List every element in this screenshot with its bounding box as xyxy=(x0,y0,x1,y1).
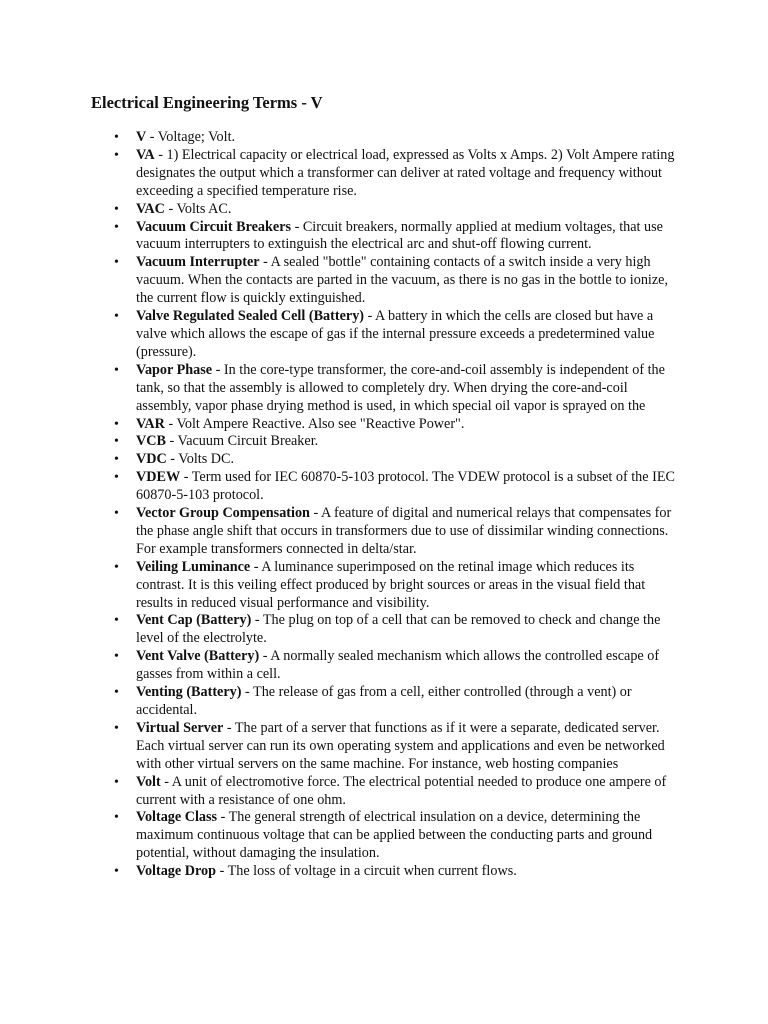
glossary-term: VAR xyxy=(136,415,165,432)
glossary-entry xyxy=(136,147,684,201)
glossary-term: Volt xyxy=(136,773,161,790)
glossary-entry xyxy=(136,612,684,648)
glossary-term: VDEW xyxy=(136,469,181,486)
glossary-definition: - A sealed "bottle" containing contacts of a switch inside a very high vacuum. When the contacts are parted in the vacuum, as there is no gas in the bottle to ionize, the current flow is quickly extinguished. xyxy=(136,254,668,307)
glossary-term: Venting (Battery) xyxy=(136,684,242,701)
glossary-entry xyxy=(136,505,684,559)
glossary-term: Vent Valve (Battery) xyxy=(136,648,260,665)
glossary-term: VCB xyxy=(136,433,166,450)
glossary-definition: - Vacuum Circuit Breaker. xyxy=(165,433,319,450)
glossary-term: Voltage Drop xyxy=(136,863,217,880)
glossary-entry xyxy=(136,129,684,147)
glossary-definition: - Circuit breakers, normally applied at medium voltages, that use vacuum interrupters to extinguish the electrical arc and shut-off flowing current. xyxy=(136,218,663,253)
glossary-definition: - Voltage; Volt. xyxy=(146,129,236,145)
glossary-term: Vacuum Interrupter xyxy=(136,254,260,271)
glossary-term: Vapor Phase xyxy=(136,361,213,378)
glossary-entry xyxy=(136,648,684,684)
glossary-definition: - Volts DC. xyxy=(166,451,235,468)
glossary-term: Valve Regulated Sealed Cell (Battery) xyxy=(136,308,365,325)
glossary-entry xyxy=(136,254,684,308)
glossary-term: V xyxy=(136,129,147,145)
glossary-definition: - A normally sealed mechanism which allows the controlled escape of gasses from within a cell. xyxy=(136,648,660,683)
glossary-definition: - The loss of voltage in a circuit when current flows. xyxy=(216,863,517,880)
glossary-term: VA xyxy=(136,146,155,163)
glossary-definition: - In the core-type transformer, the core-and-coil assembly is independent of the tank, so that the assembly is allowed to completely dry. When drying the core-and-coil assembly, vapor phase drying method is used, in which special oil vapor is sprayed on the xyxy=(136,361,665,414)
glossary-definition: - Volt Ampere Reactive. Also see "Reactive Power". xyxy=(164,415,465,432)
glossary-definition: - Term used for IEC 60870-5-103 protocol. The VDEW protocol is a subset of the IEC 60870-5-103 protocol. xyxy=(136,469,675,504)
glossary-entry xyxy=(136,684,684,720)
glossary-definition: - Volts AC. xyxy=(164,200,232,217)
glossary-entry xyxy=(136,469,684,505)
glossary-entry xyxy=(136,416,684,434)
glossary-term: Virtual Server xyxy=(136,719,224,736)
glossary-term: Vector Group Compensation xyxy=(136,505,310,522)
glossary-definition: - The part of a server that functions as if it were a separate, dedicated server. Each virtual server can run its own operating system and applications and even be networked with other virtual servers on the same machine. For instance, web hosting companies xyxy=(136,719,665,772)
document-title: Electrical Engineering Terms - V xyxy=(91,93,323,112)
glossary-entry xyxy=(136,219,684,255)
glossary-entry xyxy=(136,451,684,469)
glossary-entry xyxy=(136,863,684,881)
glossary-definition: - The plug on top of a cell that can be removed to check and change the level of the electrolyte. xyxy=(136,612,661,647)
glossary-entry xyxy=(136,201,684,219)
glossary-term: VDC xyxy=(136,451,167,468)
glossary-term: Voltage Class xyxy=(136,809,218,826)
glossary-entry xyxy=(136,308,684,362)
glossary-entry xyxy=(136,774,684,810)
glossary-definition: - A feature of digital and numerical relays that compensates for the phase angle shift that occurs in transformers due to use of dissimilar winding connections. For example transformers connected in delta/star. xyxy=(136,505,672,557)
glossary-term: Veiling Luminance xyxy=(136,558,251,575)
glossary-definition: - 1) Electrical capacity or electrical load, expressed as Volts x Amps. 2) Volt Ampere rating designates the output which a transformer can deliver at rated voltage and frequency without exceeding a specified temperature rise. xyxy=(136,146,675,199)
glossary-definition: - A battery in which the cells are closed but have a valve which allows the escape of gas if the internal pressure exceeds a predetermined value (pressure). xyxy=(136,308,655,360)
glossary-list xyxy=(136,129,684,881)
glossary-entry xyxy=(136,720,684,774)
glossary-term: Vent Cap (Battery) xyxy=(136,612,252,629)
glossary-definition: - The release of gas from a cell, either controlled (through a vent) or accidental. xyxy=(136,684,632,718)
glossary-definition: - The general strength of electrical insulation on a device, determining the maximum continuous voltage that can be applied between the conducting parts and ground potential, without damaging the insulation. xyxy=(136,809,653,862)
glossary-definition: - A unit of electromotive force. The electrical potential needed to produce one ampere of current with a resistance of one ohm. xyxy=(136,773,667,808)
glossary-entry xyxy=(136,362,684,416)
glossary-term: Vacuum Circuit Breakers xyxy=(136,218,292,235)
glossary-definition: - A luminance superimposed on the retinal image which reduces its contrast. It is this veiling effect produced by bright sources or areas in the visual field that results in reduced visual performance and visibility. xyxy=(136,558,646,611)
glossary-term: VAC xyxy=(136,200,165,217)
glossary-entry xyxy=(136,433,684,451)
glossary-entry xyxy=(136,559,684,613)
glossary-entry xyxy=(136,809,684,863)
